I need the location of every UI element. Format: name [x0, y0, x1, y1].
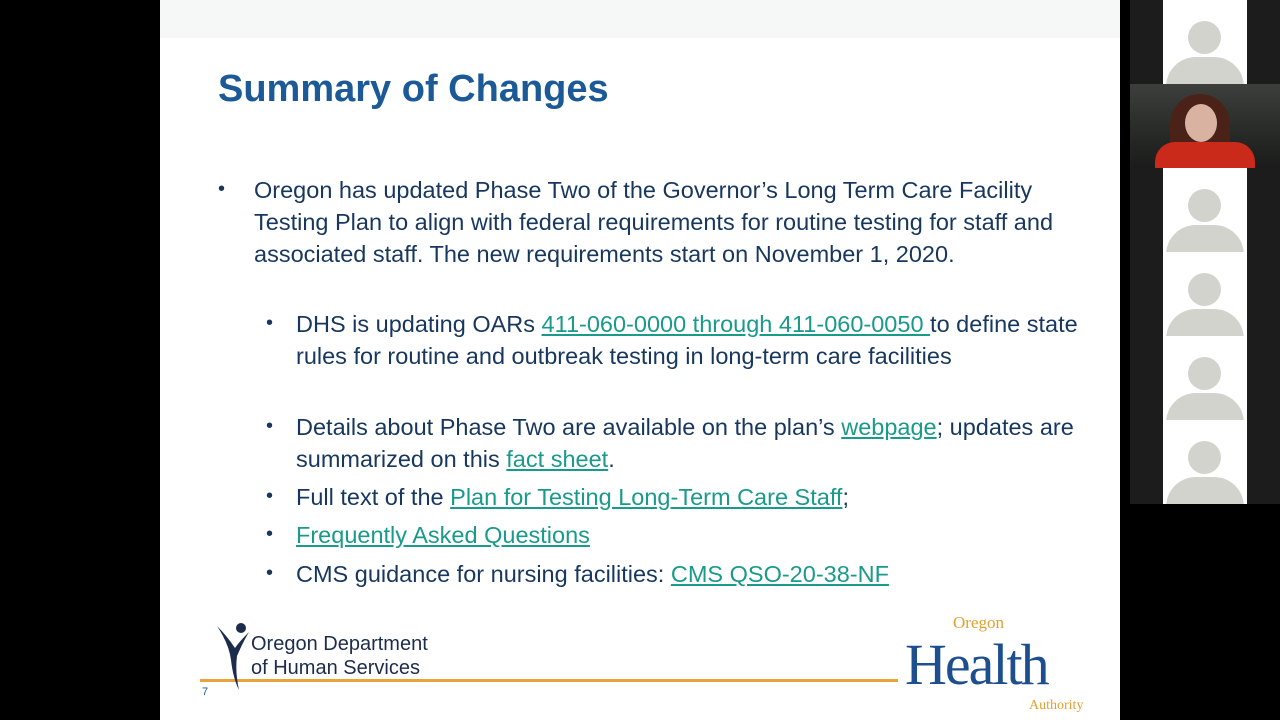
speaker-face: [1185, 104, 1217, 142]
cms-link[interactable]: CMS QSO-20-38-NF: [670, 561, 889, 587]
avatar-head-icon: [1188, 273, 1221, 306]
avatar-head-icon: [1188, 441, 1221, 474]
fact-sheet-link[interactable]: fact sheet: [506, 446, 609, 472]
avatar-body-icon: [1166, 393, 1244, 420]
participant-tile[interactable]: [1163, 0, 1247, 84]
participant-tile[interactable]: [1163, 168, 1247, 252]
text: Full text of the: [296, 484, 451, 510]
text: ; updates are summarized on this: [296, 414, 1074, 472]
avatar-body-icon: [1166, 225, 1244, 252]
dhs-line-1: Oregon Department: [251, 633, 428, 655]
bullet: •: [266, 562, 274, 584]
text: to define state rules for routine and outbreak testing in long-term care facilities: [296, 311, 1078, 369]
slide-title: Summary of Changes: [218, 68, 609, 110]
sub-bullet-1: [296, 308, 1086, 372]
bullet: •: [266, 312, 274, 334]
sub-bullet-4: [296, 519, 1086, 551]
participant-tile[interactable]: [1163, 420, 1247, 504]
participant-video[interactable]: [1130, 84, 1280, 168]
bullet: •: [266, 415, 274, 437]
avatar-body-icon: [1166, 309, 1244, 336]
webpage-link[interactable]: webpage: [841, 414, 937, 440]
speaker-jacket: [1155, 142, 1255, 168]
text: Details about Phase Two are available on the plan’s: [296, 414, 842, 440]
dhs-line-2: of Human Services: [251, 657, 420, 679]
sub-bullet-2: [296, 411, 1086, 475]
oha-bottom: Authority: [1029, 698, 1084, 713]
bullet: •: [218, 178, 226, 200]
page-number: 7: [202, 686, 209, 698]
person-figure-icon: [215, 622, 251, 692]
participant-panel: [1130, 0, 1280, 504]
faq-link[interactable]: Frequently Asked Questions: [296, 522, 590, 548]
bullet: •: [266, 523, 274, 545]
bullet-1-text: Oregon has updated Phase Two of the Governor’s Long Term Care Facility Testing Plan to align with federal requirements for routine testing for staff and associated staff. The new requirements start on November 1, 2020.: [254, 177, 1054, 267]
participant-tile[interactable]: [1163, 252, 1247, 336]
text: ;: [842, 484, 849, 510]
oha-logo: [905, 614, 1100, 718]
oha-top: Oregon: [953, 613, 1004, 632]
bullet: •: [266, 485, 274, 507]
slide-top-band: [160, 0, 1120, 38]
dhs-logo: [215, 622, 475, 692]
sub-bullet-5: [296, 558, 1086, 590]
plan-link[interactable]: Plan for Testing Long-Term Care Staff: [450, 484, 843, 510]
text: .: [608, 446, 615, 472]
avatar-head-icon: [1188, 357, 1221, 390]
oha-main: Health: [905, 632, 1048, 697]
sub-bullet-3: [296, 481, 1086, 513]
oar-link[interactable]: 411-060-0000 through 411-060-0050: [541, 311, 931, 337]
participant-tile[interactable]: [1163, 336, 1247, 420]
avatar-head-icon: [1188, 189, 1221, 222]
avatar-body-icon: [1166, 57, 1244, 84]
text: CMS guidance for nursing facilities:: [296, 561, 671, 587]
avatar-head-icon: [1188, 21, 1221, 54]
avatar-body-icon: [1166, 477, 1244, 504]
presentation-slide: [160, 0, 1120, 720]
text: DHS is updating OARs: [296, 311, 542, 337]
